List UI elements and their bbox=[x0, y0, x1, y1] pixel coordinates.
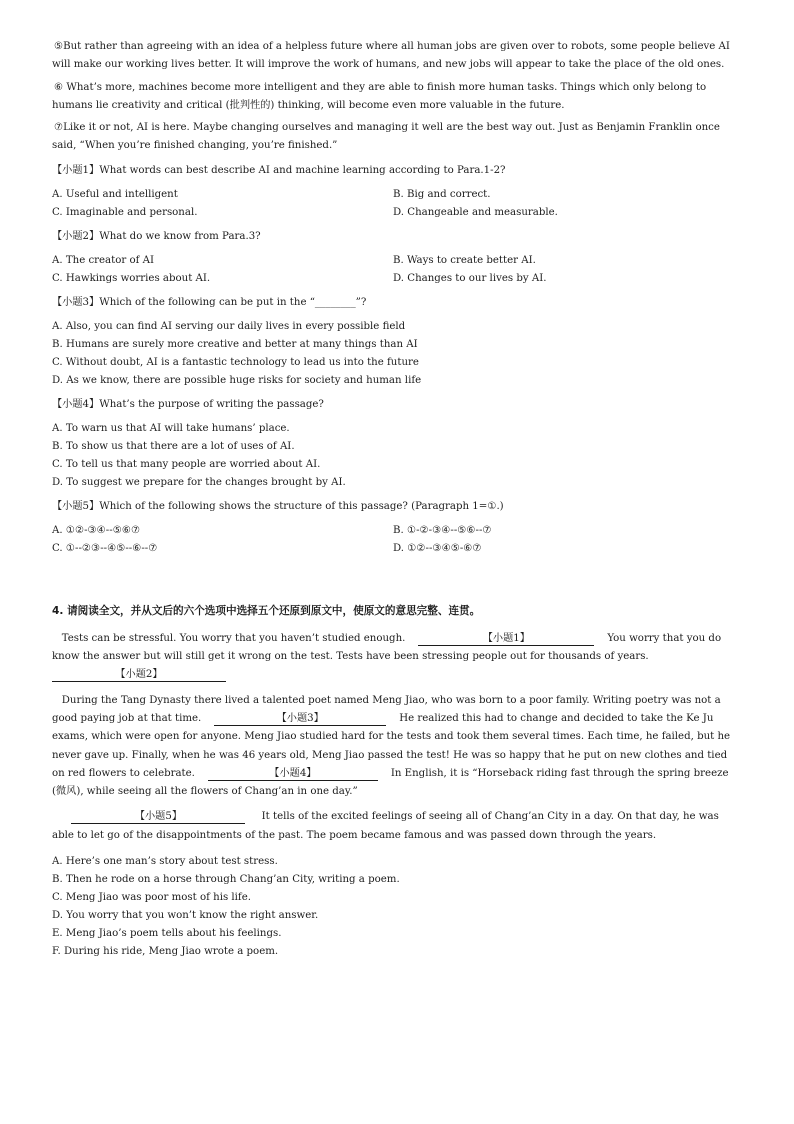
paragraph-6: ⑥ What’s more, machines become more intelligent and they are able to finish more human tasks. Things which only belong to humans lie creativity and critical (批判性的) thinking, will become even more valuable in the future. bbox=[52, 81, 707, 111]
answer-blank-3[interactable]: 【小题3】 bbox=[214, 712, 386, 726]
question-2-options bbox=[52, 252, 742, 288]
option-a: A. The creator of AI bbox=[52, 254, 154, 266]
answer-blank-2[interactable]: 【小题2】 bbox=[52, 668, 226, 682]
section-4-paragraph-2 bbox=[52, 692, 742, 802]
option-a: A. Also, you can find AI serving our daily lives in every possible field bbox=[52, 320, 406, 332]
option-b: B. Humans are surely more creative and better at many things than AI bbox=[52, 338, 418, 350]
option-a: A. To warn us that AI will take humans’ place. bbox=[52, 422, 290, 434]
option-c: C. Hawkings worries about AI. bbox=[52, 272, 211, 284]
text-run: He realized this had to change and decided to take the Ke Ju exams, which were open for anyone. Meng Jiao studied hard for the tests and took them several times. Each time, he failed, but he never gave up. Finally, when he was 46 years old, Meng Jiao passed the test! He was so happy that he put on new clothes and tied on red flowers to celebrate. bbox=[52, 712, 731, 779]
option-b: B. To show us that there are a lot of uses of AI. bbox=[52, 440, 295, 452]
option-c: C. ①--②③--④⑤--⑥--⑦ bbox=[52, 542, 158, 554]
option-d: D. ①②--③④⑤-⑥⑦ bbox=[393, 542, 482, 554]
option-b: B. ①-②-③④--⑤⑥--⑦ bbox=[393, 524, 492, 536]
text-run: In English, it is “Horseback riding fast through the spring breeze (微风), while seeing all the flowers of Chang’an in one day.” bbox=[52, 767, 729, 798]
option-c: C. Without doubt, AI is a fantastic technology to lead us into the future bbox=[52, 356, 419, 368]
text-run: Tests can be stressful. You worry that you haven’t studied enough. bbox=[61, 632, 406, 644]
option-d: D. As we know, there are possible huge risks for society and human life bbox=[52, 374, 422, 386]
answer-blank-5[interactable]: 【小题5】 bbox=[71, 810, 245, 824]
text-run: During the Tang Dynasty there lived a talented poet named Meng Jiao, who was born to a poor family. Writing poetry was not a good paying job at that time. bbox=[52, 694, 721, 724]
option-e: E. Meng Jiao’s poem tells about his feelings. bbox=[52, 928, 282, 940]
section-4-options bbox=[52, 853, 742, 961]
text-run: It tells of the excited feelings of seeing all of Chang’an City in a day. On that day, he was able to let go of the disappointments of the past. The poem became famous and was passed down through the years. bbox=[52, 811, 719, 841]
option-d: D. Changes to our lives by AI. bbox=[393, 272, 547, 284]
paragraph-7: ⑦Like it or not, AI is here. Maybe changing ourselves and managing it well are the best way out. Just as Benjamin Franklin once said, “When you’re finished changing, you’re finished.” bbox=[52, 122, 720, 152]
option-c: C. Meng Jiao was poor most of his life. bbox=[52, 892, 251, 904]
question-3-options bbox=[52, 318, 742, 390]
option-c: C. Imaginable and personal. bbox=[52, 206, 198, 218]
question-5-stem: 【小题5】Which of the following shows the structure of this passage? (Paragraph 1=①.) bbox=[52, 500, 504, 512]
question-2-stem: 【小题2】What do we know from Para.3? bbox=[52, 230, 261, 242]
question-1-stem: 【小题1】What words can best describe AI and machine learning according to Para.1-2? bbox=[52, 164, 506, 176]
option-a: A. Useful and intelligent bbox=[52, 188, 178, 200]
section-4-paragraph-1 bbox=[52, 630, 742, 685]
question-4-stem: 【小题4】What’s the purpose of writing the passage? bbox=[52, 398, 324, 410]
question-4-options bbox=[52, 420, 742, 492]
option-d: D. You worry that you won’t know the right answer. bbox=[52, 910, 319, 922]
option-a: A. Here’s one man’s story about test stress. bbox=[52, 856, 278, 868]
question-3-stem: 【小题3】Which of the following can be put in the “________”? bbox=[52, 296, 367, 308]
option-d: D. Changeable and measurable. bbox=[393, 206, 558, 218]
section-4-paragraph-3 bbox=[52, 808, 742, 845]
question-1-options bbox=[52, 186, 742, 222]
option-a: A. ①②-③④--⑤⑥⑦ bbox=[52, 524, 141, 536]
option-d: D. To suggest we prepare for the changes brought by AI. bbox=[52, 476, 346, 488]
worksheet-page bbox=[52, 38, 742, 967]
text-run: You worry that you do know the answer but will still get it wrong on the test. Tests have been stressing people out for thousands of years. bbox=[52, 632, 722, 663]
section-4-title: 4. 请阅读全文，并从文后的六个选项中选择五个还原到原文中，使原文的意思完整、连贯。 bbox=[52, 604, 481, 617]
question-5-options bbox=[52, 522, 742, 558]
option-b: B. Big and correct. bbox=[393, 188, 491, 200]
answer-blank-4[interactable]: 【小题4】 bbox=[208, 767, 378, 781]
paragraph-5: ⑤But rather than agreeing with an idea of a helpless future where all human jobs are given over to robots, some people believe AI will make our working lives better. It will improve the work of humans, and new jobs will appear to take the place of the old ones. bbox=[52, 41, 730, 71]
answer-blank-1[interactable]: 【小题1】 bbox=[418, 632, 594, 646]
option-b: B. Then he rode on a horse through Chang’an City, writing a poem. bbox=[52, 874, 400, 886]
option-b: B. Ways to create better AI. bbox=[393, 254, 536, 266]
option-f: F. During his ride, Meng Jiao wrote a poem. bbox=[52, 946, 279, 958]
option-c: C. To tell us that many people are worried about AI. bbox=[52, 458, 321, 470]
